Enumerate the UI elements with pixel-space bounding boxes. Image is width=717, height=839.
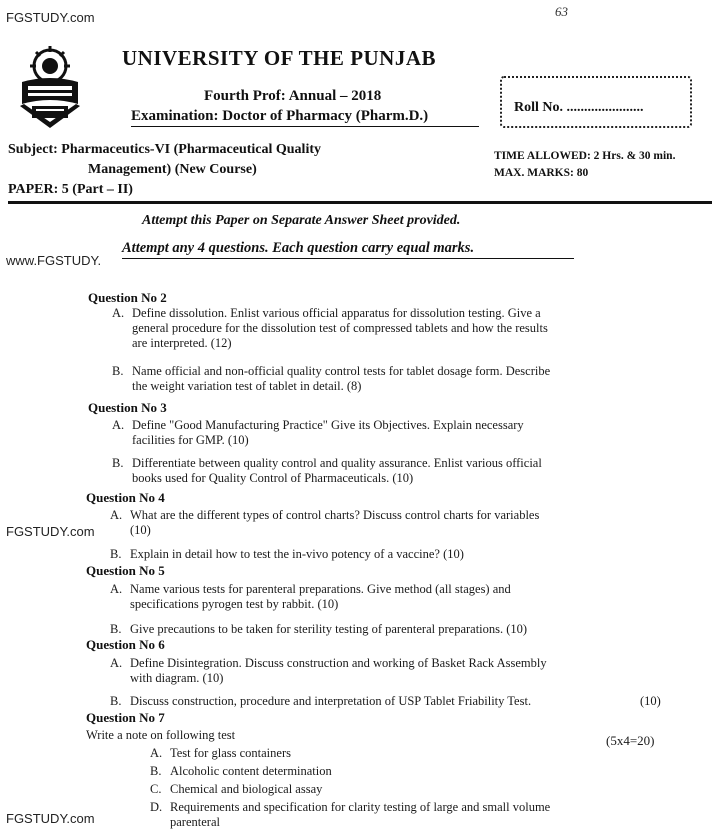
question-4a bbox=[110, 508, 690, 538]
question-3b bbox=[112, 456, 692, 486]
question-text: facilities for GMP. (10) bbox=[132, 433, 249, 447]
question-text: Define "Good Manufacturing Practice" Give its Objectives. Explain necessary bbox=[132, 418, 524, 432]
question-text: Differentiate between quality control and quality assurance. Enlist various official bbox=[132, 456, 542, 470]
question-text: Requirements and specification for clarity testing of large and small volume bbox=[170, 800, 551, 814]
question-letter: D. bbox=[150, 800, 163, 814]
header-rule bbox=[8, 201, 712, 204]
watermark-lower: FGSTUDY.com bbox=[6, 524, 95, 539]
time-allowed: TIME ALLOWED: 2 Hrs. & 30 min. bbox=[494, 150, 676, 162]
question-4-title: Question No 4 bbox=[86, 490, 165, 505]
question-6b bbox=[110, 694, 670, 709]
question-text: Give precautions to be taken for sterility testing of parenteral preparations. (10) bbox=[130, 622, 528, 636]
question-7-list bbox=[150, 746, 690, 830]
question-4b bbox=[110, 547, 690, 562]
question-letter: B. bbox=[110, 694, 122, 708]
question-3-title: Question No 3 bbox=[88, 400, 167, 415]
question-text: are interpreted. (12) bbox=[132, 336, 232, 350]
question-text: Discuss construction, procedure and interpretation of USP Tablet Friability Test. bbox=[130, 694, 532, 708]
question-letter: A. bbox=[110, 656, 123, 670]
watermark-top: FGSTUDY.com bbox=[6, 10, 95, 25]
question-text: Chemical and biological assay bbox=[170, 782, 323, 796]
subject-line-2: Management) (New Course) bbox=[88, 162, 257, 177]
question-text: (10) bbox=[130, 523, 151, 537]
instruction-answer-sheet: Attempt this Paper on Separate Answer Sheet provided. bbox=[142, 213, 461, 228]
question-text: Define dissolution. Enlist various official apparatus for dissolution testing. Give a bbox=[132, 306, 541, 320]
instruction-underline bbox=[122, 258, 574, 259]
question-text: books used for Quality Control of Pharmaceuticals. (10) bbox=[132, 471, 414, 485]
question-2-title: Question No 2 bbox=[88, 290, 167, 305]
max-marks: MAX. MARKS: 80 bbox=[494, 167, 589, 179]
watermark-bottom: FGSTUDY.com bbox=[6, 811, 95, 826]
question-7-intro: Write a note on following test bbox=[86, 728, 236, 742]
exam-title-underline bbox=[131, 126, 479, 127]
university-title: UNIVERSITY OF THE PUNJAB bbox=[122, 46, 437, 70]
question-text: Alcoholic content determination bbox=[170, 764, 332, 778]
question-text: What are the different types of control charts? Discuss control charts for variables bbox=[130, 508, 540, 522]
question-letter: A. bbox=[112, 306, 125, 320]
question-text: Define Disintegration. Discuss construction and working of Basket Rack Assembly bbox=[130, 656, 547, 670]
question-6b-marks: (10) bbox=[640, 694, 661, 708]
question-letter: A. bbox=[110, 508, 123, 522]
roll-number-label: Roll No. ...................... bbox=[514, 100, 644, 115]
question-letter: A. bbox=[112, 418, 125, 432]
question-letter: B. bbox=[112, 364, 124, 378]
roll-number-box bbox=[500, 76, 692, 128]
instruction-attempt: Attempt any 4 questions. Each question carry equal marks. bbox=[122, 240, 475, 256]
question-text: parenteral bbox=[170, 815, 220, 829]
question-letter: B. bbox=[110, 622, 122, 636]
subject-line-1: Subject: Pharmaceutics-VI (Pharmaceutical Quality bbox=[8, 142, 321, 157]
question-5-title: Question No 5 bbox=[86, 563, 165, 578]
list-item bbox=[150, 764, 690, 779]
question-6a bbox=[110, 656, 690, 686]
list-item bbox=[150, 782, 690, 797]
question-letter: B. bbox=[112, 456, 124, 470]
logo-crest-icon bbox=[20, 46, 80, 128]
list-item bbox=[150, 800, 690, 815]
exam-title: Examination: Doctor of Pharmacy (Pharm.D.) bbox=[131, 108, 429, 124]
question-7-marks: (5x4=20) bbox=[606, 733, 655, 748]
page-number: 63 bbox=[555, 4, 568, 19]
question-text: Explain in detail how to test the in-vivo potency of a vaccine? (10) bbox=[130, 547, 464, 561]
question-2a bbox=[112, 306, 692, 351]
question-5b bbox=[110, 622, 700, 637]
question-text: Name various tests for parenteral preparations. Give method (all stages) and bbox=[130, 582, 511, 596]
question-2b bbox=[112, 364, 692, 394]
paper-number: PAPER: 5 (Part – II) bbox=[8, 182, 133, 197]
question-text: Test for glass containers bbox=[170, 746, 291, 760]
question-letter: B. bbox=[110, 547, 122, 561]
question-text: with diagram. (10) bbox=[130, 671, 224, 685]
question-7-title: Question No 7 bbox=[86, 710, 165, 725]
question-6-title: Question No 6 bbox=[86, 637, 165, 652]
question-letter: A. bbox=[110, 582, 123, 596]
question-letter: C. bbox=[150, 782, 162, 796]
question-5a bbox=[110, 582, 690, 612]
watermark-mid: www.FGSTUDY. bbox=[6, 253, 102, 268]
question-text: the weight variation test of tablet in detail. (8) bbox=[132, 379, 362, 393]
question-3a bbox=[112, 418, 692, 448]
question-text: specifications pyrogen test by rabbit. (10) bbox=[130, 597, 339, 611]
list-item bbox=[150, 746, 690, 761]
question-letter: A. bbox=[150, 746, 163, 760]
exam-session: Fourth Prof: Annual – 2018 bbox=[204, 88, 382, 104]
question-letter: B. bbox=[150, 764, 162, 778]
question-text: Name official and non-official quality control tests for tablet dosage form. Describe bbox=[132, 364, 551, 378]
question-text: general procedure for the dissolution test of compressed tablets and how the results bbox=[132, 321, 548, 335]
university-logo bbox=[10, 44, 90, 132]
